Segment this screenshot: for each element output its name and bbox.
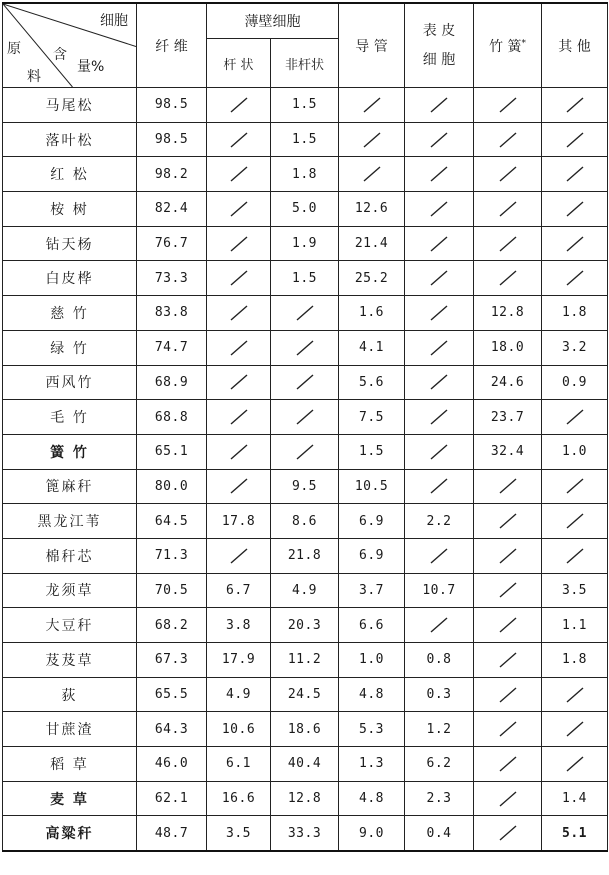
value-cell-non-rod: 12.8: [271, 781, 339, 816]
slash-mark-icon: [428, 443, 450, 461]
value-cell-vessel: 9.0: [339, 816, 405, 851]
slash-mark-icon: [497, 651, 519, 669]
value-cell-fiber: 46.0: [137, 747, 207, 782]
value-cell-epidermis: [405, 296, 474, 331]
header-bamboo-yellow-label: 竹 簧: [489, 38, 522, 55]
value-cell-bamboo: [474, 192, 542, 227]
value-cell-bamboo: [474, 573, 542, 608]
header-parenchyma: 薄壁细胞: [207, 3, 339, 39]
slash-mark-icon: [497, 581, 519, 599]
slash-mark-icon: [428, 235, 450, 253]
value-cell-non-rod: 20.3: [271, 608, 339, 643]
value-cell-fiber: 68.9: [137, 365, 207, 400]
value-cell-rod: [207, 400, 271, 435]
table-row: [3, 88, 608, 123]
value-cell-non-rod: 40.4: [271, 747, 339, 782]
value-cell-fiber: 71.3: [137, 538, 207, 573]
header-bamboo-yellow-footnote: *: [521, 37, 526, 48]
material-name-cell: 大豆秆: [3, 608, 137, 643]
value-cell-other: [542, 122, 608, 157]
value-cell-fiber: 68.8: [137, 400, 207, 435]
value-cell-non-rod: 8.6: [271, 504, 339, 539]
header-vessel: 导 管: [339, 3, 405, 88]
slash-mark-icon: [428, 200, 450, 218]
value-cell-epidermis: [405, 538, 474, 573]
value-cell-rod: 3.8: [207, 608, 271, 643]
slash-mark-icon: [564, 235, 586, 253]
value-cell-rod: 4.9: [207, 677, 271, 712]
material-name-cell: 荻: [3, 677, 137, 712]
slash-mark-icon: [228, 373, 250, 391]
slash-mark-icon: [564, 165, 586, 183]
slash-mark-icon: [228, 477, 250, 495]
header-fiber: 纤 维: [137, 3, 207, 88]
value-cell-vessel: 25.2: [339, 261, 405, 296]
value-cell-fiber: 98.5: [137, 88, 207, 123]
slash-mark-icon: [428, 304, 450, 322]
value-cell-vessel: 4.8: [339, 781, 405, 816]
value-cell-epidermis: 10.7: [405, 573, 474, 608]
value-cell-rod: 6.7: [207, 573, 271, 608]
value-cell-epidermis: 2.2: [405, 504, 474, 539]
value-cell-bamboo: [474, 157, 542, 192]
table-row: [3, 712, 608, 747]
slash-mark-icon: [228, 547, 250, 565]
corner-label-cell: 细胞: [100, 13, 128, 29]
slash-mark-icon: [228, 165, 250, 183]
value-cell-non-rod: 11.2: [271, 643, 339, 678]
value-cell-epidermis: [405, 469, 474, 504]
header-non-rod: 非杆状: [271, 39, 339, 88]
material-name-cell: 钻天杨: [3, 226, 137, 261]
value-cell-epidermis: 0.4: [405, 816, 474, 851]
value-cell-fiber: 98.2: [137, 157, 207, 192]
value-cell-vessel: 1.3: [339, 747, 405, 782]
value-cell-bamboo: 18.0: [474, 330, 542, 365]
slash-mark-icon: [564, 477, 586, 495]
table-row: [3, 157, 608, 192]
slash-mark-icon: [497, 686, 519, 704]
value-cell-non-rod: [271, 434, 339, 469]
slash-mark-icon: [564, 547, 586, 565]
value-cell-rod: [207, 157, 271, 192]
corner-label-percent: 量%: [77, 59, 105, 75]
value-cell-non-rod: [271, 400, 339, 435]
value-cell-fiber: 65.1: [137, 434, 207, 469]
value-cell-epidermis: [405, 434, 474, 469]
slash-mark-icon: [564, 269, 586, 287]
slash-mark-icon: [228, 443, 250, 461]
value-cell-rod: 10.6: [207, 712, 271, 747]
slash-mark-icon: [428, 373, 450, 391]
value-cell-other: 1.8: [542, 643, 608, 678]
value-cell-other: [542, 192, 608, 227]
material-name-cell: 西风竹: [3, 365, 137, 400]
material-name-cell: 高粱秆: [3, 816, 137, 851]
value-cell-bamboo: 23.7: [474, 400, 542, 435]
value-cell-epidermis: 2.3: [405, 781, 474, 816]
slash-mark-icon: [564, 200, 586, 218]
slash-mark-icon: [228, 200, 250, 218]
value-cell-bamboo: 12.8: [474, 296, 542, 331]
value-cell-other: 0.9: [542, 365, 608, 400]
slash-mark-icon: [428, 616, 450, 634]
value-cell-vessel: 6.6: [339, 608, 405, 643]
material-name-cell: 绿 竹: [3, 330, 137, 365]
value-cell-non-rod: [271, 365, 339, 400]
slash-mark-icon: [497, 269, 519, 287]
value-cell-epidermis: [405, 226, 474, 261]
value-cell-rod: [207, 88, 271, 123]
material-name-cell: 篦麻秆: [3, 469, 137, 504]
slash-mark-icon: [497, 165, 519, 183]
value-cell-epidermis: [405, 365, 474, 400]
slash-mark-icon: [497, 790, 519, 808]
value-cell-rod: [207, 296, 271, 331]
material-name-cell: 龙须草: [3, 573, 137, 608]
value-cell-rod: [207, 434, 271, 469]
table-row: [3, 122, 608, 157]
value-cell-vessel: 1.0: [339, 643, 405, 678]
value-cell-fiber: 64.3: [137, 712, 207, 747]
value-cell-fiber: 48.7: [137, 816, 207, 851]
slash-mark-icon: [564, 720, 586, 738]
slash-mark-icon: [497, 547, 519, 565]
value-cell-vessel: 5.3: [339, 712, 405, 747]
table-row: [3, 643, 608, 678]
value-cell-fiber: 68.2: [137, 608, 207, 643]
value-cell-epidermis: 0.3: [405, 677, 474, 712]
value-cell-rod: 6.1: [207, 747, 271, 782]
value-cell-epidermis: [405, 88, 474, 123]
table-row: [3, 330, 608, 365]
value-cell-other: [542, 157, 608, 192]
value-cell-vessel: 4.1: [339, 330, 405, 365]
value-cell-non-rod: 5.0: [271, 192, 339, 227]
table-row: [3, 469, 608, 504]
material-name-cell: 红 松: [3, 157, 137, 192]
slash-mark-icon: [361, 96, 383, 114]
material-name-cell: 白皮桦: [3, 261, 137, 296]
slash-mark-icon: [294, 408, 316, 426]
table-row: [3, 573, 608, 608]
value-cell-other: [542, 712, 608, 747]
value-cell-other: 1.8: [542, 296, 608, 331]
value-cell-non-rod: 33.3: [271, 816, 339, 851]
value-cell-other: 3.5: [542, 573, 608, 608]
value-cell-bamboo: [474, 781, 542, 816]
table-row: [3, 226, 608, 261]
value-cell-vessel: 21.4: [339, 226, 405, 261]
material-name-cell: 黑龙江苇: [3, 504, 137, 539]
material-name-cell: 棉秆芯: [3, 538, 137, 573]
value-cell-non-rod: 1.8: [271, 157, 339, 192]
value-cell-bamboo: [474, 469, 542, 504]
value-cell-vessel: 10.5: [339, 469, 405, 504]
material-name-cell: 毛 竹: [3, 400, 137, 435]
value-cell-fiber: 76.7: [137, 226, 207, 261]
table-row: [3, 747, 608, 782]
slash-mark-icon: [497, 824, 519, 842]
slash-mark-icon: [497, 96, 519, 114]
header-epidermis-line2: 细 胞: [422, 51, 456, 68]
slash-mark-icon: [228, 339, 250, 357]
table-row: [3, 816, 608, 851]
value-cell-epidermis: [405, 330, 474, 365]
slash-mark-icon: [294, 339, 316, 357]
value-cell-fiber: 62.1: [137, 781, 207, 816]
slash-mark-icon: [428, 339, 450, 357]
value-cell-rod: 3.5: [207, 816, 271, 851]
cell-content-table-container: [2, 2, 607, 871]
value-cell-fiber: 64.5: [137, 504, 207, 539]
slash-mark-icon: [228, 131, 250, 149]
slash-mark-icon: [228, 269, 250, 287]
value-cell-other: 1.1: [542, 608, 608, 643]
value-cell-bamboo: [474, 608, 542, 643]
table-row: [3, 677, 608, 712]
value-cell-other: 5.1: [542, 816, 608, 851]
table-row: [3, 504, 608, 539]
value-cell-other: [542, 261, 608, 296]
value-cell-bamboo: [474, 504, 542, 539]
value-cell-bamboo: [474, 226, 542, 261]
value-cell-non-rod: 18.6: [271, 712, 339, 747]
table-row: [3, 400, 608, 435]
material-name-cell: 马尾松: [3, 88, 137, 123]
value-cell-non-rod: [271, 330, 339, 365]
slash-mark-icon: [294, 373, 316, 391]
value-cell-vessel: [339, 88, 405, 123]
table-row: [3, 296, 608, 331]
slash-mark-icon: [428, 269, 450, 287]
slash-mark-icon: [497, 131, 519, 149]
slash-mark-icon: [294, 304, 316, 322]
value-cell-rod: [207, 192, 271, 227]
value-cell-rod: [207, 365, 271, 400]
value-cell-non-rod: 1.5: [271, 122, 339, 157]
table-row: [3, 261, 608, 296]
value-cell-rod: [207, 330, 271, 365]
slash-mark-icon: [497, 512, 519, 530]
value-cell-rod: [207, 538, 271, 573]
slash-mark-icon: [428, 131, 450, 149]
header-bamboo-yellow: [474, 3, 542, 88]
value-cell-epidermis: [405, 261, 474, 296]
slash-mark-icon: [497, 720, 519, 738]
slash-mark-icon: [497, 235, 519, 253]
value-cell-other: [542, 469, 608, 504]
value-cell-fiber: 70.5: [137, 573, 207, 608]
slash-mark-icon: [228, 304, 250, 322]
slash-mark-icon: [564, 512, 586, 530]
value-cell-epidermis: [405, 608, 474, 643]
value-cell-other: [542, 226, 608, 261]
value-cell-vessel: 5.6: [339, 365, 405, 400]
value-cell-fiber: 67.3: [137, 643, 207, 678]
value-cell-other: 3.2: [542, 330, 608, 365]
value-cell-vessel: 12.6: [339, 192, 405, 227]
value-cell-fiber: 74.7: [137, 330, 207, 365]
slash-mark-icon: [428, 547, 450, 565]
value-cell-bamboo: [474, 816, 542, 851]
material-name-cell: 稻 草: [3, 747, 137, 782]
slash-mark-icon: [428, 165, 450, 183]
value-cell-other: [542, 677, 608, 712]
value-cell-epidermis: [405, 122, 474, 157]
value-cell-other: [542, 747, 608, 782]
slash-mark-icon: [428, 477, 450, 495]
slash-mark-icon: [564, 96, 586, 114]
slash-mark-icon: [428, 408, 450, 426]
header-others: 其 他: [542, 3, 608, 88]
value-cell-vessel: 7.5: [339, 400, 405, 435]
value-cell-rod: 17.9: [207, 643, 271, 678]
value-cell-rod: [207, 261, 271, 296]
material-name-cell: 甘蔗渣: [3, 712, 137, 747]
value-cell-vessel: 1.5: [339, 434, 405, 469]
value-cell-bamboo: 32.4: [474, 434, 542, 469]
slash-mark-icon: [564, 686, 586, 704]
value-cell-other: 1.0: [542, 434, 608, 469]
material-name-cell: 落叶松: [3, 122, 137, 157]
corner-label-content: 含: [53, 47, 67, 63]
value-cell-bamboo: [474, 747, 542, 782]
slash-mark-icon: [361, 131, 383, 149]
value-cell-epidermis: [405, 400, 474, 435]
corner-label-raw: 原: [7, 41, 21, 57]
value-cell-epidermis: [405, 192, 474, 227]
table-row: [3, 434, 608, 469]
value-cell-vessel: 4.8: [339, 677, 405, 712]
value-cell-bamboo: [474, 677, 542, 712]
material-name-cell: 麦 草: [3, 781, 137, 816]
value-cell-other: [542, 400, 608, 435]
value-cell-vessel: 1.6: [339, 296, 405, 331]
value-cell-epidermis: 6.2: [405, 747, 474, 782]
value-cell-rod: 17.8: [207, 504, 271, 539]
value-cell-fiber: 82.4: [137, 192, 207, 227]
value-cell-fiber: 73.3: [137, 261, 207, 296]
value-cell-non-rod: 1.9: [271, 226, 339, 261]
value-cell-other: [542, 88, 608, 123]
slash-mark-icon: [228, 235, 250, 253]
value-cell-non-rod: [271, 296, 339, 331]
value-cell-fiber: 80.0: [137, 469, 207, 504]
corner-header-cell: [3, 3, 137, 88]
value-cell-fiber: 98.5: [137, 122, 207, 157]
value-cell-fiber: 83.8: [137, 296, 207, 331]
header-rod: 杆 状: [207, 39, 271, 88]
table-body: [3, 88, 608, 852]
corner-label-material: 料: [27, 69, 41, 85]
value-cell-rod: [207, 469, 271, 504]
value-cell-rod: 16.6: [207, 781, 271, 816]
material-name-cell: 慈 竹: [3, 296, 137, 331]
value-cell-bamboo: 24.6: [474, 365, 542, 400]
material-name-cell: 桉 树: [3, 192, 137, 227]
value-cell-non-rod: 24.5: [271, 677, 339, 712]
value-cell-vessel: 3.7: [339, 573, 405, 608]
value-cell-vessel: 6.9: [339, 538, 405, 573]
slash-mark-icon: [361, 165, 383, 183]
value-cell-bamboo: [474, 712, 542, 747]
slash-mark-icon: [228, 96, 250, 114]
value-cell-other: [542, 504, 608, 539]
value-cell-vessel: [339, 157, 405, 192]
slash-mark-icon: [497, 755, 519, 773]
value-cell-epidermis: 1.2: [405, 712, 474, 747]
value-cell-bamboo: [474, 538, 542, 573]
value-cell-epidermis: 0.8: [405, 643, 474, 678]
value-cell-bamboo: [474, 261, 542, 296]
value-cell-vessel: 6.9: [339, 504, 405, 539]
slash-mark-icon: [428, 96, 450, 114]
slash-mark-icon: [564, 131, 586, 149]
material-name-cell: 簧 竹: [3, 434, 137, 469]
slash-mark-icon: [564, 755, 586, 773]
slash-mark-icon: [497, 200, 519, 218]
slash-mark-icon: [228, 408, 250, 426]
slash-mark-icon: [497, 477, 519, 495]
value-cell-non-rod: 9.5: [271, 469, 339, 504]
slash-mark-icon: [497, 616, 519, 634]
table-row: [3, 608, 608, 643]
value-cell-bamboo: [474, 88, 542, 123]
value-cell-other: 1.4: [542, 781, 608, 816]
value-cell-vessel: [339, 122, 405, 157]
value-cell-rod: [207, 226, 271, 261]
value-cell-rod: [207, 122, 271, 157]
table-row: [3, 192, 608, 227]
value-cell-fiber: 65.5: [137, 677, 207, 712]
value-cell-other: [542, 538, 608, 573]
value-cell-bamboo: [474, 122, 542, 157]
header-epidermis: [405, 3, 474, 88]
value-cell-epidermis: [405, 157, 474, 192]
value-cell-non-rod: 21.8: [271, 538, 339, 573]
material-name-cell: 芨芨草: [3, 643, 137, 678]
header-epidermis-line1: 表 皮: [422, 23, 456, 40]
value-cell-non-rod: 4.9: [271, 573, 339, 608]
table-row: [3, 781, 608, 816]
value-cell-non-rod: 1.5: [271, 261, 339, 296]
table-row: [3, 365, 608, 400]
value-cell-bamboo: [474, 643, 542, 678]
table-row: [3, 538, 608, 573]
slash-mark-icon: [294, 443, 316, 461]
value-cell-non-rod: 1.5: [271, 88, 339, 123]
cell-content-table: [2, 2, 608, 852]
slash-mark-icon: [564, 408, 586, 426]
